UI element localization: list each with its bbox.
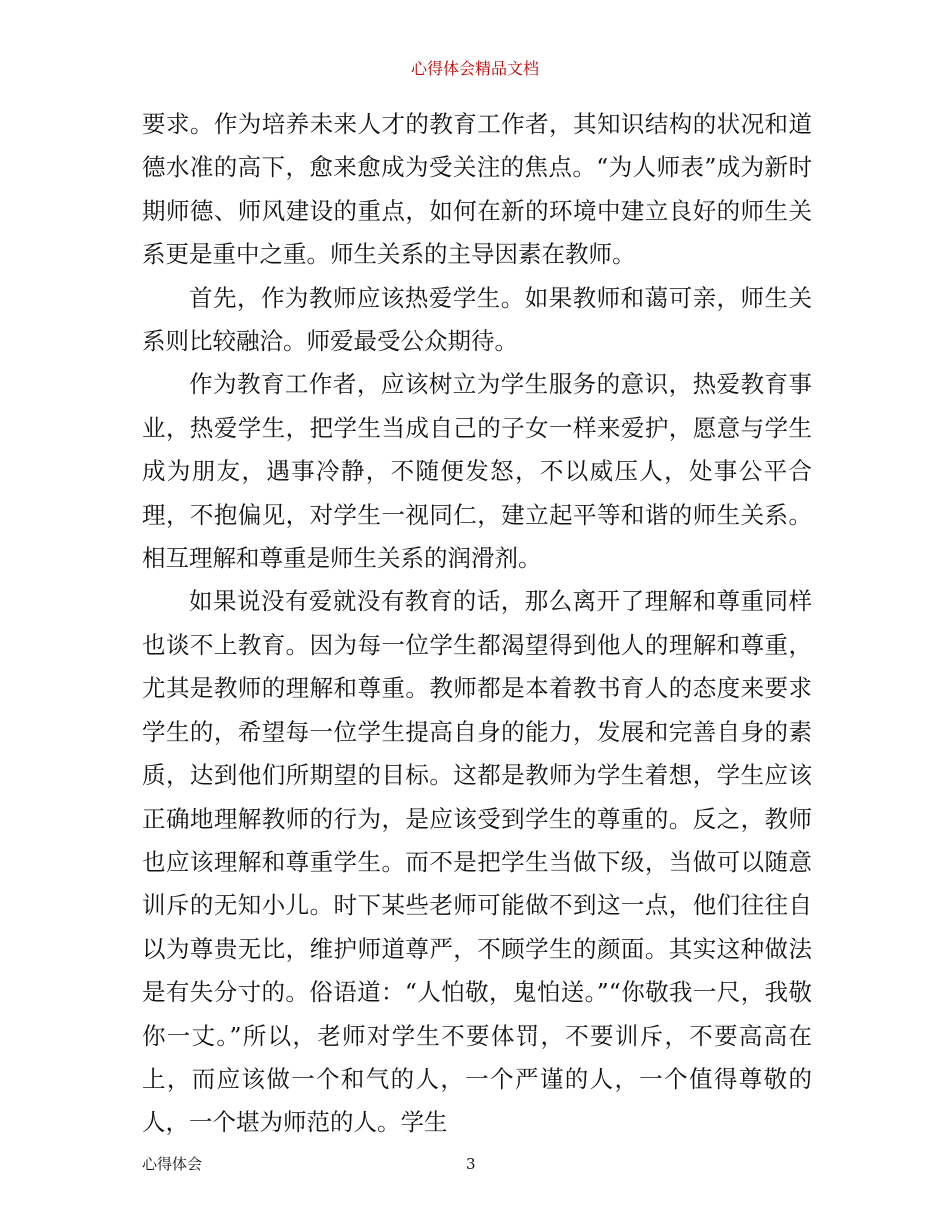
paragraph-4: 如果说没有爱就没有教育的话，那么离开了理解和尊重同样也谈不上教育。因为每一位学生都渴望得到他人的理解和尊重，尤其是教师的理解和尊重。教师都是本着教书育人的态度来要求学生的，希望每一位学生提高自身的能力，发展和完善自身的素质，达到他们所期望的目标。这都是教师为学生着想，学生应该正确地理解教师的行为，是应该受到学生的尊重的。反之，教师也应该理解和尊重学生。而不是把学生当做下级，当做可以随意训斥的无知小儿。时下某些老师可能做不到这一点，他们往往自以为尊贵无比，维护师道尊严，不顾学生的颜面。其实这种做法是有失分寸的。俗语道：“人怕敬，鬼怕送。”“你敬我一尺，我敬你一丈。”所以，老师对学生不要体罚，不要训斥，不要高高在上，而应该做一个和气的人，一个严谨的人，一个值得尊敬的人，一个堪为师范的人。学生 [142, 587, 812, 1137]
page-header-title: 心得体会精品文档 [410, 59, 539, 78]
paragraph-1: 要求。作为培养未来人才的教育工作者，其知识结构的状况和道德水准的高下，愈来愈成为受关注的焦点。“为人师表”成为新时期师德、师风建设的重点，如何在新的环境中建立良好的师生关系更是重中之重。师生关系的主导因素在教师。 [142, 110, 812, 269]
footer-label: 心得体会 [142, 1155, 203, 1173]
document-body [142, 103, 812, 1145]
paragraph-2: 首先，作为教师应该热爱学生。如果教师和蔼可亲，师生关系则比较融洽。师爱最受公众期待。 [142, 283, 812, 356]
page-number: 3 [466, 1155, 476, 1173]
paragraph-3: 作为教育工作者，应该树立为学生服务的意识，热爱教育事业，热爱学生，把学生当成自己的子女一样来爱护，愿意与学生成为朋友，遇事冷静，不随便发怒，不以威压人，处事公平合理，不抱偏见，对学生一视同仁，建立起平等和谐的师生关系。相互理解和尊重是师生关系的润滑剂。 [142, 370, 812, 573]
